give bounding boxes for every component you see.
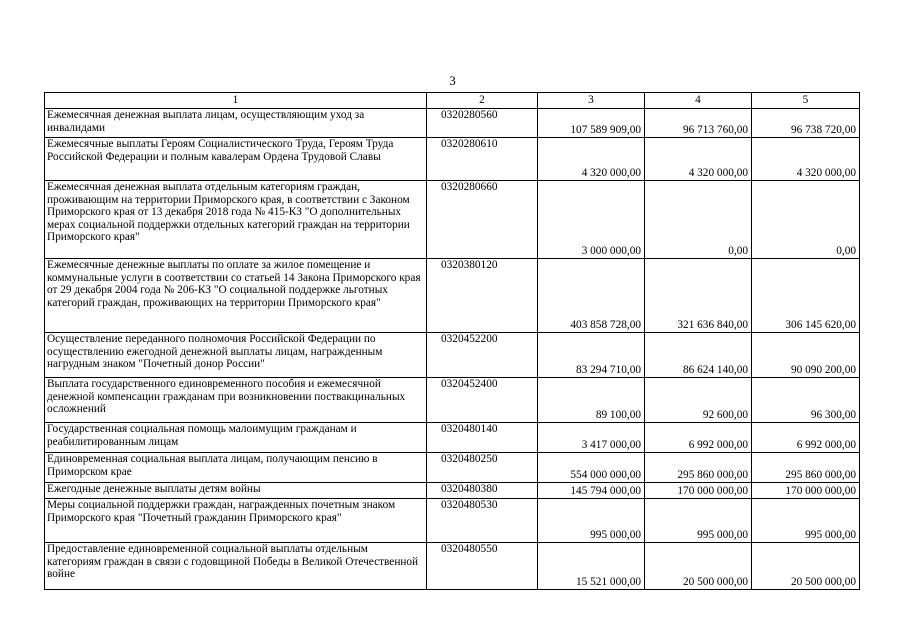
amount-year-1: 3 417 000,00	[538, 423, 645, 453]
table-header-row	[45, 93, 860, 109]
expense-name: Ежемесячная денежная выплата отдельным категориям граждан, проживающим на территории Приморского края, в соответствии с Законом Приморского края от 13 декабря 2018 года № 415-КЗ "О дополнительных мерах социальной поддержки отдельных категорий граждан на территории Приморского края"	[45, 181, 427, 259]
amount-year-2: 170 000 000,00	[645, 483, 752, 499]
table-row	[45, 181, 860, 259]
expense-name: Выплата государственного единовременного пособия и ежемесячной денежной компенсации гражданам при возникновении поствакцинальных осложнений	[45, 378, 427, 423]
column-header-2: 2	[427, 93, 538, 109]
budget-code: 0320452200	[427, 333, 538, 378]
amount-year-2: 6 992 000,00	[645, 423, 752, 453]
column-header-3: 3	[538, 93, 645, 109]
amount-year-1: 145 794 000,00	[538, 483, 645, 499]
budget-code: 0320480550	[427, 543, 538, 590]
expense-name: Ежемесячная денежная выплата лицам, осуществляющим уход за инвалидами	[45, 109, 427, 138]
budget-code: 0320480250	[427, 453, 538, 483]
expense-name: Предоставление единовременной социальной выплаты отдельным категориям граждан в связи с годовщиной Победы в Великой Отечественной войне	[45, 543, 427, 590]
amount-year-2: 0,00	[645, 181, 752, 259]
amount-year-1: 554 000 000,00	[538, 453, 645, 483]
expense-name: Ежегодные денежные выплаты детям войны	[45, 483, 427, 499]
page-number: 3	[449, 73, 456, 88]
table-row	[45, 259, 860, 333]
budget-code: 0320480140	[427, 423, 538, 453]
table-row	[45, 499, 860, 543]
expense-name: Ежемесячные выплаты Героям Социалистического Труда, Героям Труда Российской Федерации и полным кавалерам Ордена Трудовой Славы	[45, 138, 427, 181]
budget-code: 0320480530	[427, 499, 538, 543]
table-row	[45, 109, 860, 138]
table-row	[45, 378, 860, 423]
table-row	[45, 483, 860, 499]
table-row	[45, 543, 860, 590]
amount-year-3: 6 992 000,00	[752, 423, 860, 453]
amount-year-1: 107 589 909,00	[538, 109, 645, 138]
table-row	[45, 138, 860, 181]
column-header-1: 1	[45, 93, 427, 109]
amount-year-3: 4 320 000,00	[752, 138, 860, 181]
amount-year-2: 86 624 140,00	[645, 333, 752, 378]
budget-code: 0320280560	[427, 109, 538, 138]
table-row	[45, 453, 860, 483]
table-row	[45, 333, 860, 378]
amount-year-3: 995 000,00	[752, 499, 860, 543]
amount-year-1: 83 294 710,00	[538, 333, 645, 378]
budget-code: 0320280610	[427, 138, 538, 181]
budget-code: 0320480380	[427, 483, 538, 499]
amount-year-3: 170 000 000,00	[752, 483, 860, 499]
amount-year-3: 20 500 000,00	[752, 543, 860, 590]
amount-year-3: 96 300,00	[752, 378, 860, 423]
amount-year-2: 92 600,00	[645, 378, 752, 423]
amount-year-2: 295 860 000,00	[645, 453, 752, 483]
expense-name: Государственная социальная помощь малоимущим гражданам и реабилитированным лицам	[45, 423, 427, 453]
amount-year-3: 90 090 200,00	[752, 333, 860, 378]
amount-year-2: 4 320 000,00	[645, 138, 752, 181]
expense-name: Единовременная социальная выплата лицам, получающим пенсию в Приморском крае	[45, 453, 427, 483]
amount-year-1: 3 000 000,00	[538, 181, 645, 259]
expense-name: Меры социальной поддержки граждан, награжденных почетным знаком Приморского края "Почетный гражданин Приморского края"	[45, 499, 427, 543]
amount-year-1: 89 100,00	[538, 378, 645, 423]
amount-year-1: 15 521 000,00	[538, 543, 645, 590]
amount-year-3: 306 145 620,00	[752, 259, 860, 333]
amount-year-2: 995 000,00	[645, 499, 752, 543]
budget-code: 0320452400	[427, 378, 538, 423]
amount-year-1: 403 858 728,00	[538, 259, 645, 333]
column-header-5: 5	[752, 93, 860, 109]
budget-table	[44, 92, 860, 590]
table-row	[45, 423, 860, 453]
amount-year-2: 20 500 000,00	[645, 543, 752, 590]
amount-year-1: 4 320 000,00	[538, 138, 645, 181]
amount-year-2: 96 713 760,00	[645, 109, 752, 138]
amount-year-1: 995 000,00	[538, 499, 645, 543]
budget-code: 0320380120	[427, 259, 538, 333]
amount-year-3: 0,00	[752, 181, 860, 259]
budget-code: 0320280660	[427, 181, 538, 259]
amount-year-3: 295 860 000,00	[752, 453, 860, 483]
amount-year-2: 321 636 840,00	[645, 259, 752, 333]
expense-name: Ежемесячные денежные выплаты по оплате за жилое помещение и коммунальные услуги в соответствии со статьей 14 Закона Приморского края от 29 декабря 2004 года № 206-КЗ "О социальной поддержке льготных категорий граждан, проживающих на территории Приморского края"	[45, 259, 427, 333]
column-header-4: 4	[645, 93, 752, 109]
amount-year-3: 96 738 720,00	[752, 109, 860, 138]
expense-name: Осуществление переданного полномочия Российской Федерации по осуществлению ежегодной денежной выплаты лицам, награжденным нагрудным знаком "Почетный донор России"	[45, 333, 427, 378]
